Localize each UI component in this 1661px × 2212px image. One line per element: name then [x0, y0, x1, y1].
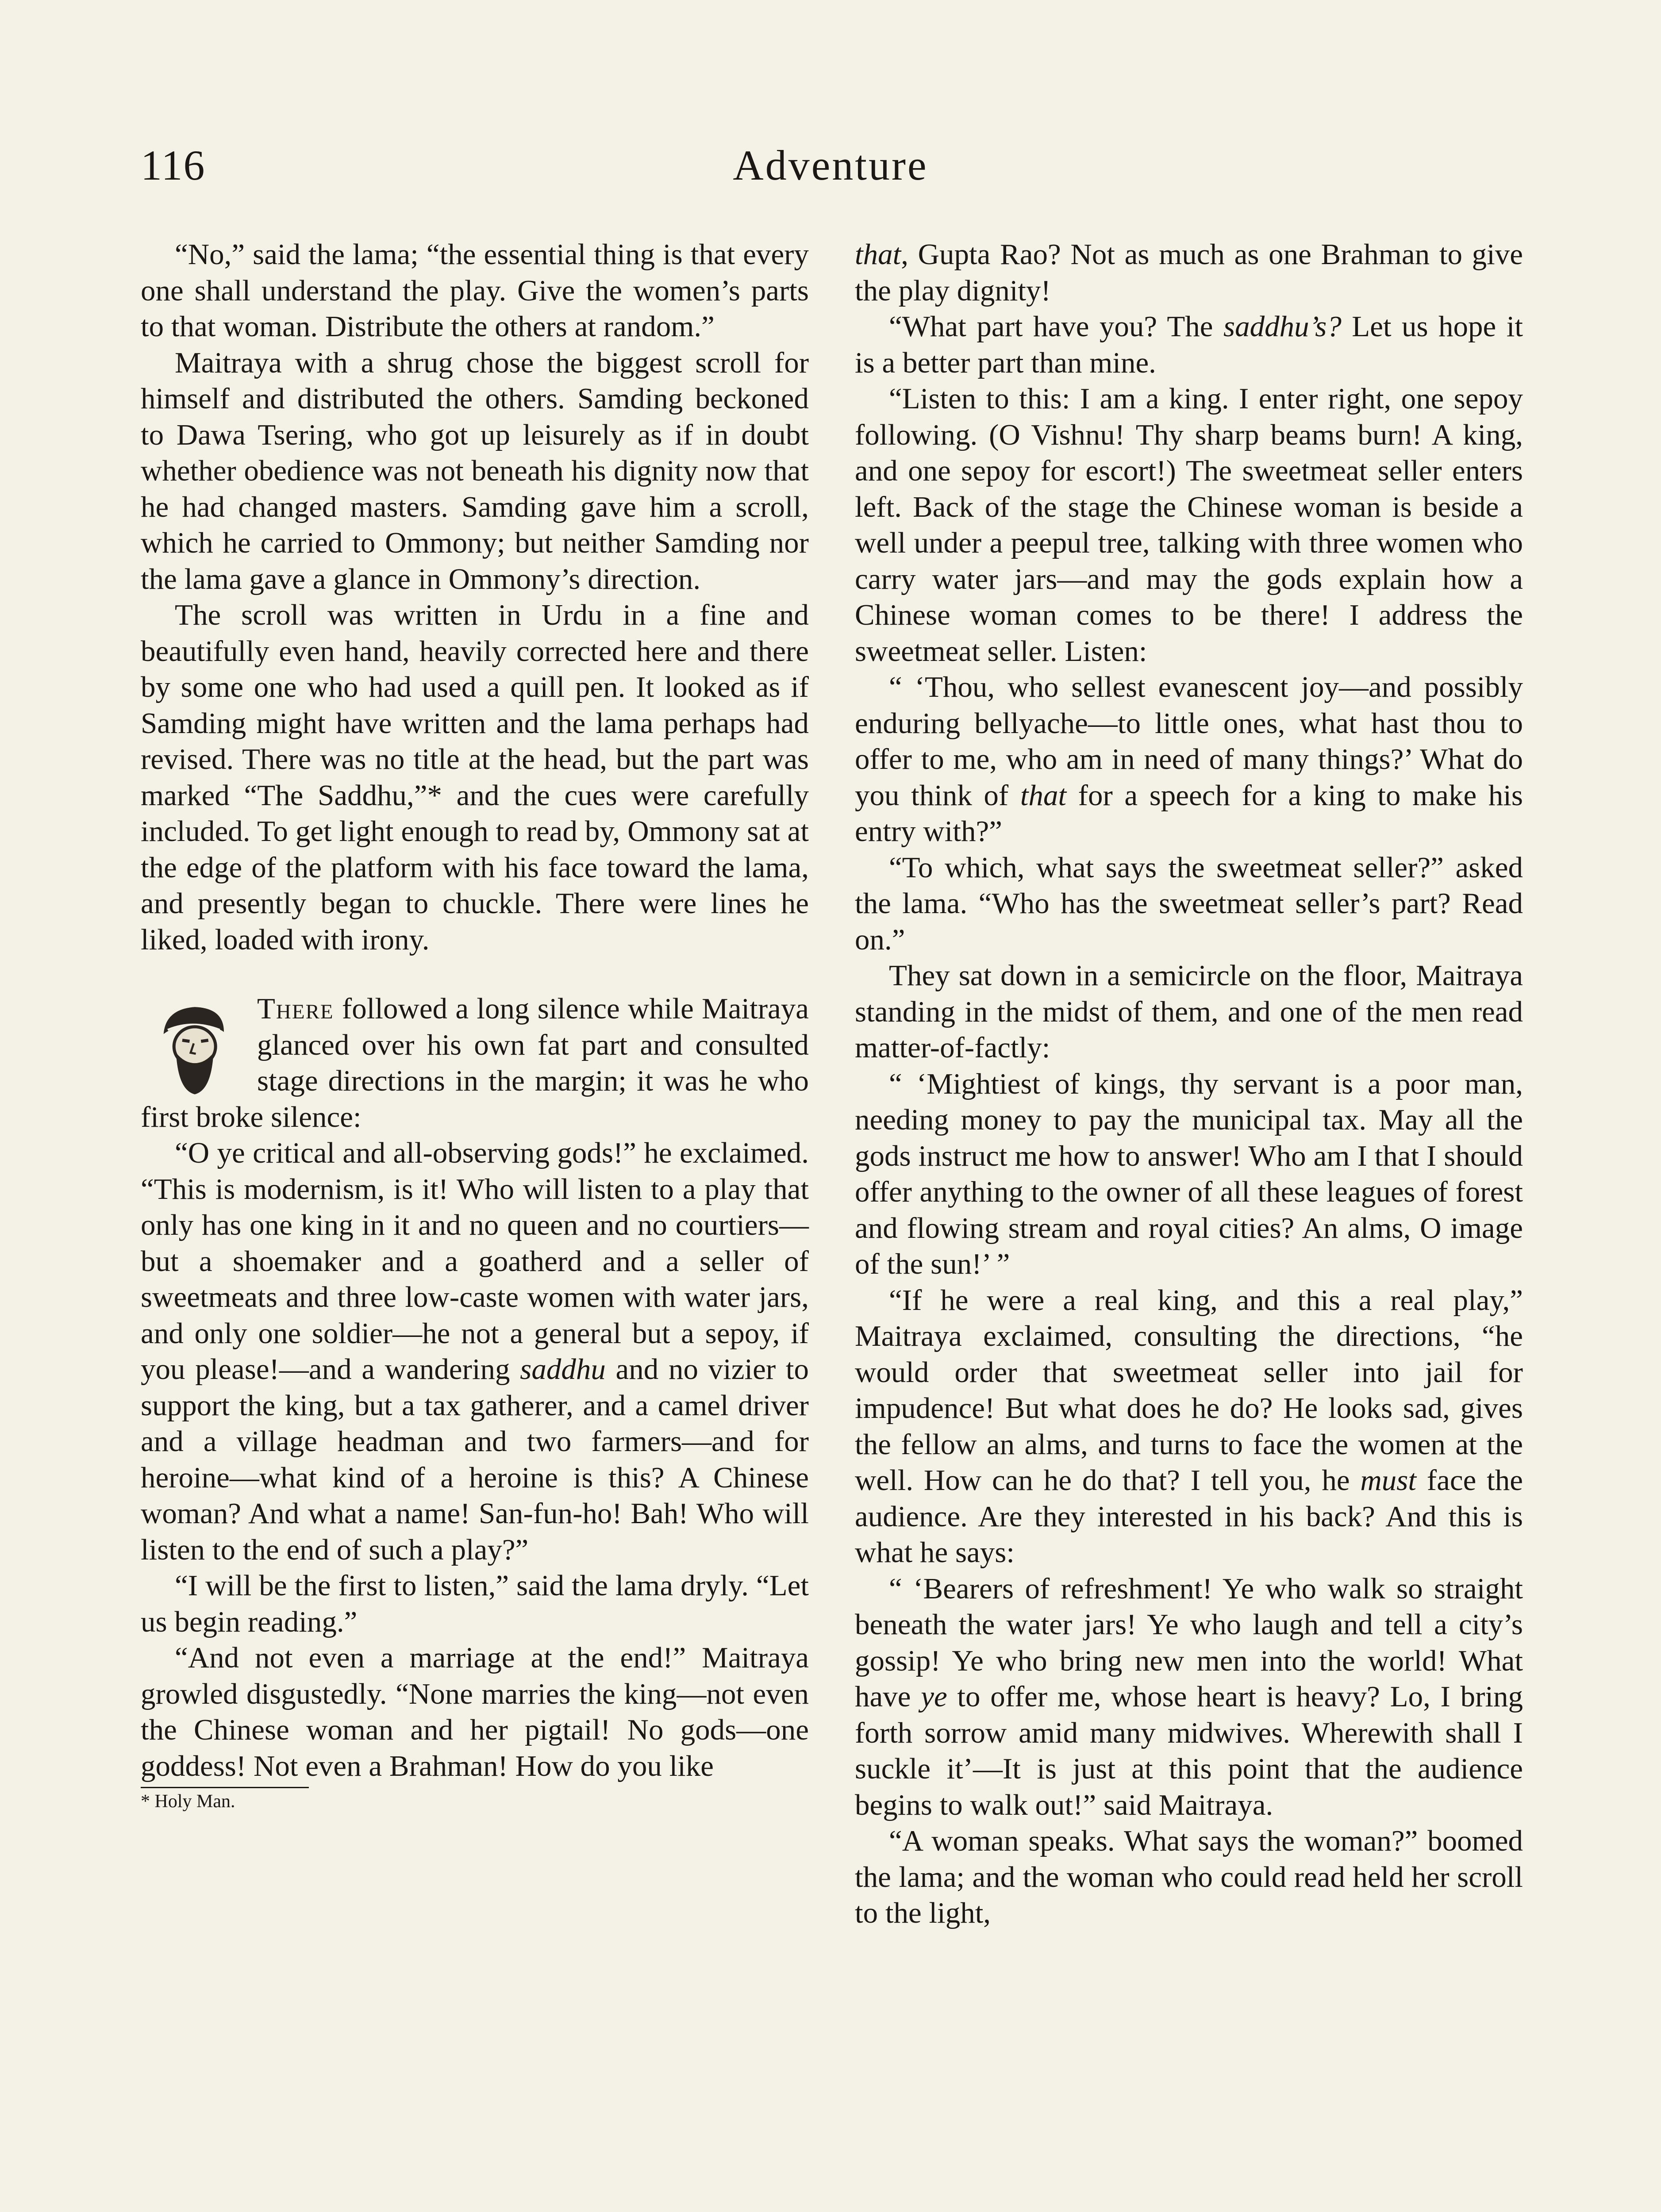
paragraph-text: for a speech for a king to make his entry with?” — [855, 779, 1523, 848]
paragraph: They sat down in a semicircle on the floor, Maitraya standing in the midst of them, and one of the men read matter-of-factly: — [855, 959, 1523, 1064]
section-lead-word: There — [257, 992, 334, 1025]
paragraph-text: “What part have you? The — [889, 310, 1223, 343]
paragraph-text: followed a long silence while Maitraya glanced over his own fat part and consulted stage directions in the margin; it was he who first broke silence: — [141, 992, 809, 1133]
paragraph — [141, 597, 809, 958]
paragraph: “No,” said the lama; “the essential thing is that every one shall understand the play. Give the women’s parts to that woman. Distribute the others at random.” — [141, 238, 809, 343]
paragraph — [855, 237, 1523, 309]
italic-text: must — [1360, 1464, 1416, 1497]
italic-text: saddhu’s? — [1223, 310, 1342, 343]
paragraph-text: , Gupta Rao? Not as much as one Brahman to give the play dignity! — [855, 238, 1523, 307]
paragraph-text: face the audience. Are they interested in his back? And this is what he says: — [855, 1464, 1523, 1569]
right-column — [855, 237, 1523, 1932]
paragraph-text: Let us hope it is a better part than mine. — [855, 310, 1523, 379]
paragraph: “A woman speaks. What says the woman?” boomed the lama; and the woman who could read held her scroll to the light, — [855, 1824, 1523, 1929]
italic-text: that — [855, 238, 901, 271]
paragraph: “To which, what says the sweetmeat seller?” asked the lama. “Who has the sweetmeat seller’s part? Read on.” — [855, 851, 1523, 956]
paragraph: “ ‘Mightiest of kings, thy servant is a poor man, needing money to pay the municipal tax. May all the gods instruct me how to answer! Who am I that I should offer anything to the owner of all these leagues of forest and flowing stream and royal cities? An alms, O image of the sun!’ ” — [855, 1067, 1523, 1280]
running-head: Adventure — [733, 142, 928, 189]
italic-text: ye — [921, 1680, 947, 1713]
paragraph-text: “ ‘Bearers of refreshment! Ye who walk so straight beneath the water jars! Ye who laugh and tell a city’s gossip! Ye who bring new men into the world! What have — [855, 1572, 1523, 1713]
paragraph-text: and no vizier to support the king, but a tax gatherer, and a camel driver and a village headman and two farmers—and for heroine—what kind of a heroine is this? A Chinese woman? And what a name! San-fun-ho! Bah! Who will listen to the end of such a play?” — [141, 1353, 809, 1566]
paragraph-text: “ ‘Thou, who sellest evanescent joy—and possibly enduring bellyache—to little ones, what hast thou to offer to me, who am in need of many things?’ What do you think of — [855, 671, 1523, 812]
footnote-marker: * — [427, 779, 442, 812]
italic-text: that — [1020, 779, 1067, 812]
paragraph-text: and the cues were carefully included. To get light enough to read by, Ommony sat at the edge of the platform with his face toward the lama, and presently began to chuckle. There were lines he liked, loaded with irony. — [141, 779, 809, 956]
paragraph-text: The scroll was written in Urdu in a fine and beautifully even hand, heavily corrected here and there by some one who had used a quill pen. It looked as if Samding might have written and the lama perhaps had revised. There was no title at the head, but the part was marked “The Saddhu,” — [141, 599, 809, 812]
italic-text: saddhu — [520, 1353, 606, 1386]
left-column — [141, 237, 809, 1815]
turbaned-man-portrait-icon — [141, 995, 245, 1098]
paragraph — [855, 1571, 1523, 1824]
paragraph-text: to offer me, whose heart is heavy? Lo, I bring forth sorrow amid many midwives. Wherewith shall I suckle it’—It is just at this point that the audience begins to walk out!” said Maitraya. — [855, 1680, 1523, 1821]
paragraph: “I will be the first to listen,” said the lama dryly. “Let us begin reading.” — [141, 1569, 809, 1638]
ornamented-paragraph — [141, 991, 809, 1135]
paragraph — [855, 1283, 1523, 1571]
paragraph: Maitraya with a shrug chose the biggest scroll for himself and distributed the others. Samding beckoned to Dawa Tsering, who got up leisurely as if in doubt whether obedience was not beneath his dignity now that he had changed masters. Samding gave him a scroll, which he carried to Ommony; but neither Samding nor the lama gave a glance in Ommony’s direction. — [141, 346, 809, 595]
paragraph-text: “If he were a real king, and this a real play,” Maitraya exclaimed, consulting the directions, “he would order that sweetmeat seller into jail for impudence! But what does he do? He looks sad, gives the fellow an alms, and turns to face the women at the well. How can he do that? I tell you, he — [855, 1283, 1523, 1497]
page-number: 116 — [141, 142, 206, 189]
footnote: * Holy Man. — [141, 1791, 235, 1812]
paragraph-text: “O ye critical and all-observing gods!” he exclaimed. “This is modernism, is it! Who will listen to a play that only has one king in it and no queen and no courtiers—but a shoemaker and a goatherd and a seller of sweetmeats and three low-caste women with water jars, and only one soldier—he not a general but a sepoy, if you please!—and a wandering — [141, 1137, 809, 1386]
paragraph — [855, 669, 1523, 850]
paragraph: “And not even a marriage at the end!” Maitraya growled disgustedly. “None marries the king—not even the Chinese woman and her pigtail! No gods—one goddess! Not even a Brahman! How do you like — [141, 1641, 809, 1782]
paragraph: “Listen to this: I am a king. I enter right, one sepoy following. (O Vishnu! Thy sharp beams burn! A king, and one sepoy for escort!) The sweetmeat seller enters left. Back of the stage the Chinese woman is beside a well under a peepul tree, talking with three women who carry water jars—and may the gods explain how a Chinese woman comes to be there! I address the sweetmeat seller. Listen: — [855, 382, 1523, 668]
paragraph — [141, 1135, 809, 1568]
paragraph — [855, 309, 1523, 381]
